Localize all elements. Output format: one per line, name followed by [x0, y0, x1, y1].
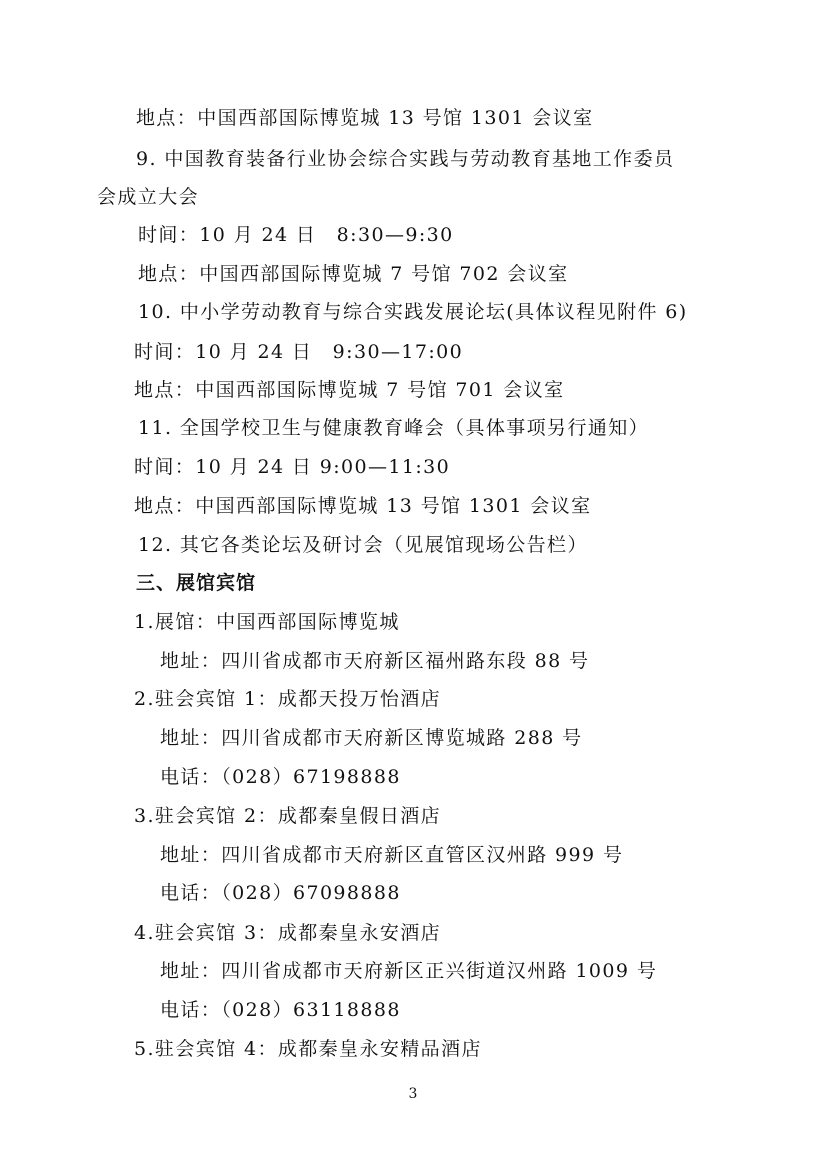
venue-line-item-11: 地点：中国西部国际博览城 13 号馆 1301 会议室 [134, 495, 592, 517]
event-title-10: 10. 中小学劳动教育与综合实践发展论坛(具体议程见附件 6) [138, 301, 688, 323]
venue-name-line: 1.展馆：中国西部国际博览城 [134, 611, 400, 633]
hotel-3-address-line: 地址：四川省成都市天府新区正兴街道汉州路 1009 号 [160, 960, 658, 982]
venue-line-item-9: 地点：中国西部国际博览城 7 号馆 702 会议室 [138, 263, 569, 285]
event-title-12: 12. 其它各类论坛及研讨会（见展馆现场公告栏） [138, 534, 588, 556]
event-title-9-line-1: 9. 中国教育装备行业协会综合实践与劳动教育基地工作委员 [136, 148, 675, 170]
hotel-3-name-line: 4.驻会宾馆 3：成都秦皇永安酒店 [134, 922, 442, 944]
hotel-4-name-line: 5.驻会宾馆 4：成都秦皇永安精品酒店 [134, 1038, 482, 1060]
page-number: 3 [408, 1086, 418, 1102]
venue-line-item-10: 地点：中国西部国际博览城 7 号馆 701 会议室 [134, 379, 565, 401]
venue-address-line: 地址：四川省成都市天府新区福州路东段 88 号 [160, 650, 590, 672]
time-line-item-9: 时间：10 月 24 日 8:30—9:30 [138, 224, 454, 246]
hotel-1-phone-line: 电话：（028）67198888 [160, 766, 401, 788]
event-title-9-line-2: 会成立大会 [97, 186, 200, 208]
time-line-item-11: 时间：10 月 24 日 9:00—11:30 [134, 456, 451, 478]
event-title-11: 11. 全国学校卫生与健康教育峰会（具体事项另行通知） [138, 417, 650, 439]
hotel-2-phone-line: 电话：（028）67098888 [160, 882, 401, 904]
hotel-2-name-line: 3.驻会宾馆 2：成都秦皇假日酒店 [134, 805, 442, 827]
hotel-1-address-line: 地址：四川省成都市天府新区博览城路 288 号 [160, 727, 583, 749]
section-heading-venues: 三、展馆宾馆 [136, 572, 257, 594]
hotel-1-name-line: 2.驻会宾馆 1：成都天投万怡酒店 [134, 688, 442, 710]
time-line-item-10: 时间：10 月 24 日 9:30—17:00 [134, 341, 464, 363]
venue-line-item-8: 地点：中国西部国际博览城 13 号馆 1301 会议室 [136, 107, 594, 129]
hotel-3-phone-line: 电话：（028）63118888 [160, 999, 401, 1021]
hotel-2-address-line: 地址：四川省成都市天府新区直管区汉州路 999 号 [160, 844, 624, 866]
